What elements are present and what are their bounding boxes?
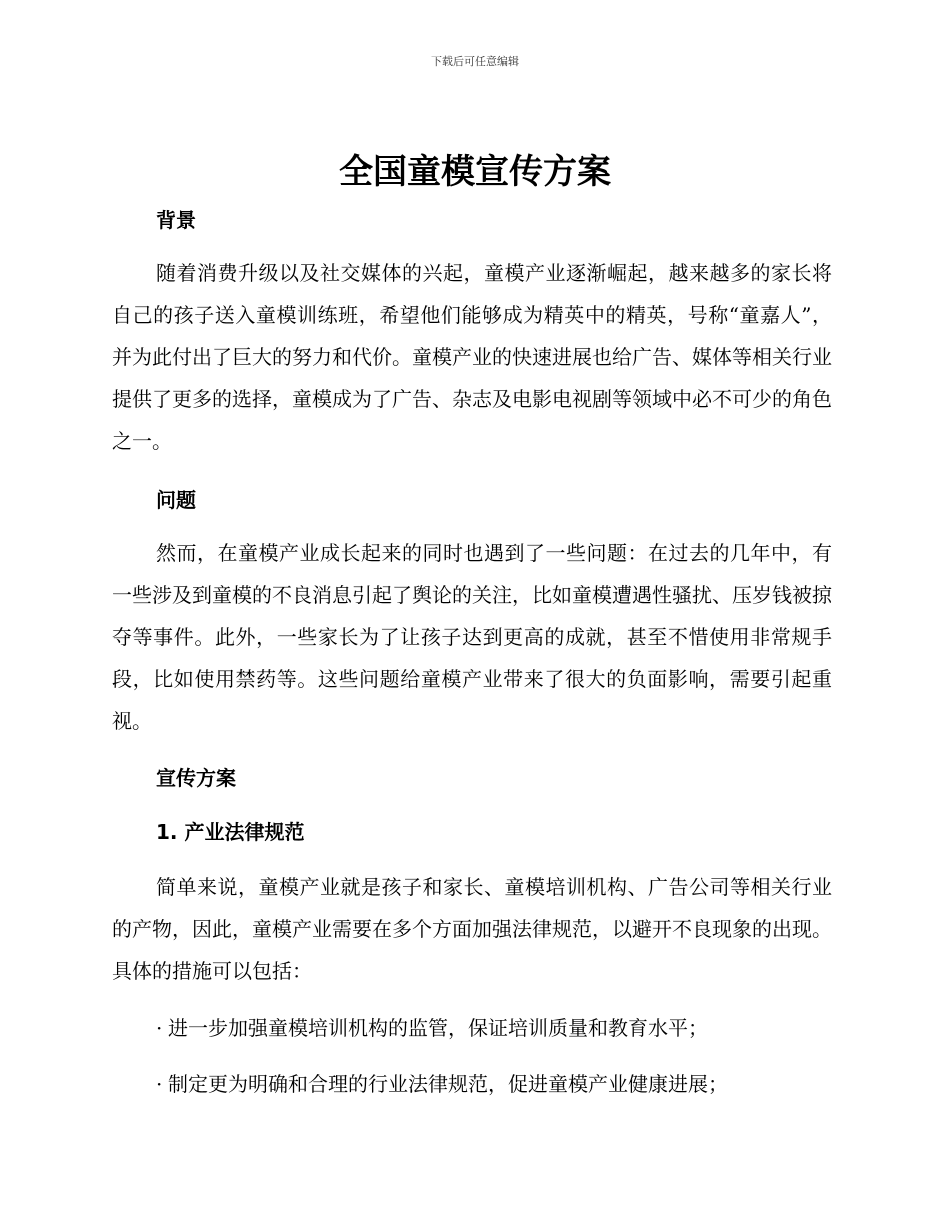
section-heading-problems: 问题	[156, 488, 196, 512]
list-item	[156, 1014, 836, 1042]
background-paragraph: 随着消费升级以及社交媒体的兴起，童模产业逐渐崛起，越来越多的家长将自己的孩子送入童模训练班，希望他们能够成为精英中的精英，号称“童嘉人”，并为此付出了巨大的努力和代价。童模产业的快速进展也给广告、媒体等相关行业提供了更多的选择，童模成为了广告、杂志及电影电视剧等领域中必不可少的角色之一。	[112, 261, 832, 453]
problems-paragraph: 然而，在童模产业成长起来的同时也遇到了一些问题：在过去的几年中，有一些涉及到童模的不良消息引起了舆论的关注，比如童模遭遇性骚扰、压岁钱被掠夺等事件。此外，一些家长为了让孩子达到更高的成就，甚至不惜使用非常规手段，比如使用禁药等。这些问题给童模产业带来了很大的负面影响，需要引起重视。	[112, 541, 832, 733]
subsection-heading-legal: 1. 产业法律规范	[156, 820, 305, 844]
bullet-marker: ·	[156, 1072, 163, 1096]
list-item-text: 进一步加强童模培训机构的监管，保证培训质量和教育水平；	[168, 1016, 708, 1040]
document-title: 全国童模宣传方案	[339, 152, 611, 192]
legal-paragraph: 简单来说，童模产业就是孩子和家长、童模培训机构、广告公司等相关行业的产物，因此，童模产业需要在多个方面加强法律规范，以避开不良现象的出现。具体的措施可以包括：	[112, 875, 832, 983]
list-item-text: 制定更为明确和合理的行业法律规范，促进童模产业健康进展；	[168, 1072, 728, 1096]
bullet-marker: ·	[156, 1016, 163, 1040]
list-item	[156, 1070, 836, 1098]
section-heading-background: 背景	[156, 208, 196, 232]
section-heading-plan: 宣传方案	[156, 766, 236, 790]
page-header-note: 下载后可任意编辑	[431, 55, 519, 68]
